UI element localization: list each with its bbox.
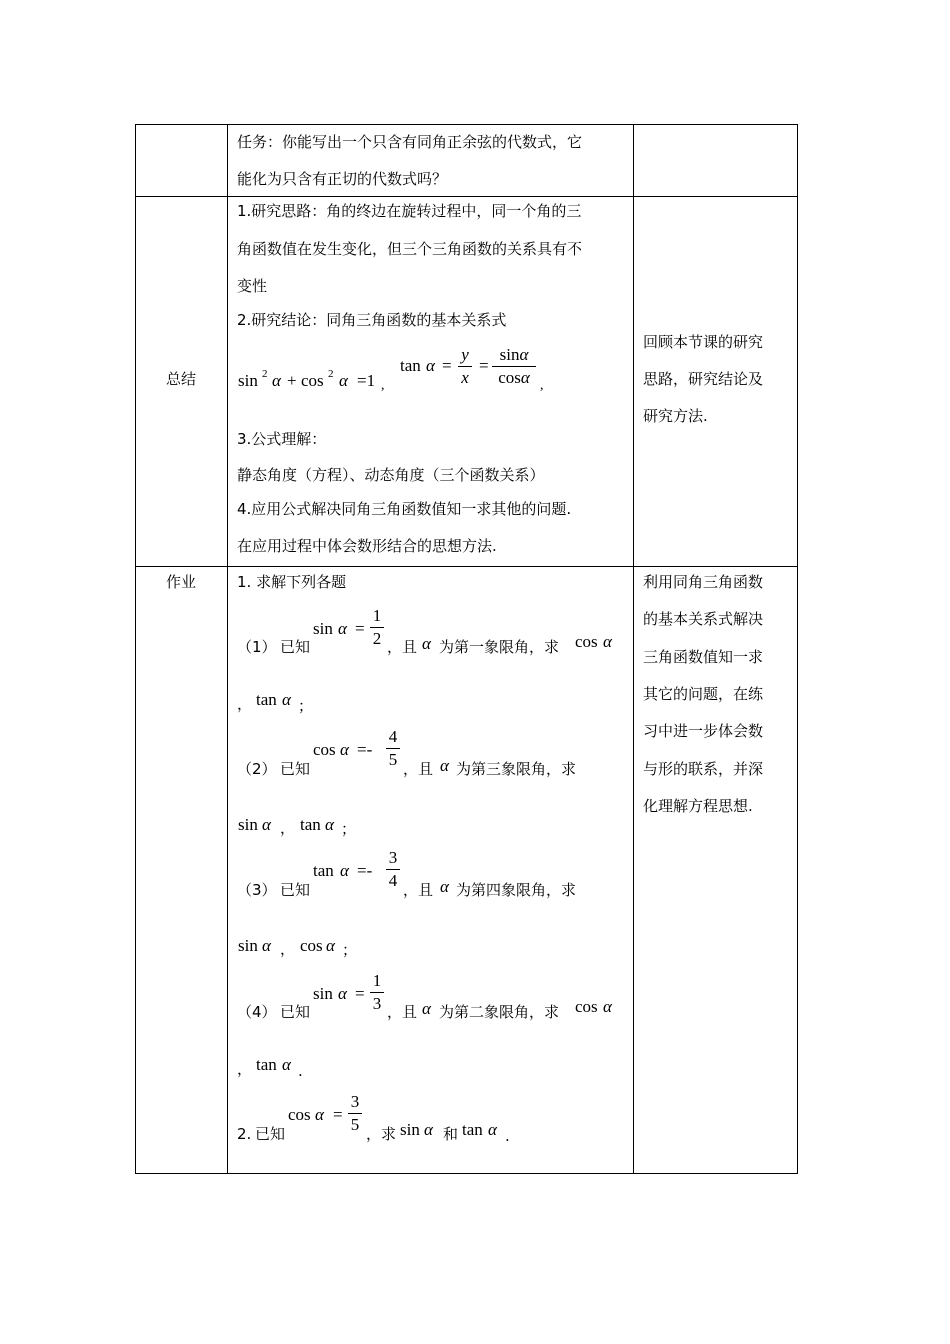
summary-point-2: 2.研究结论：同角三角函数的基本关系式 xyxy=(237,311,507,329)
row-divider-1 xyxy=(136,196,797,197)
summary-point-1-line-3: 变性 xyxy=(237,277,268,295)
summary-note-line-3: 研究方法. xyxy=(643,407,708,425)
task-line-2: 能化为只含有正切的代数式吗？ xyxy=(237,170,448,188)
homework-note-line-6: 与形的联系，并深 xyxy=(643,760,764,778)
homework-note-line-5: 习中进一步体会数 xyxy=(643,722,764,740)
summary-point-1-line-1: 1.研究思路：角的终边在旋转过程中，同一个角的三 xyxy=(237,202,582,220)
homework-note-line-2: 的基本关系式解决 xyxy=(643,610,764,628)
summary-point-1-line-2: 角函数值在发生变化，但三个三角函数的关系具有不 xyxy=(237,240,583,258)
homework-note-line-1: 利用同角三角函数 xyxy=(643,573,764,591)
summary-note-line-2: 思路，研究结论及 xyxy=(643,370,764,388)
summary-point-3-detail: 静态角度（方程）、动态角度（三个函数关系） xyxy=(237,466,545,484)
summary-point-3: 3.公式理解： xyxy=(237,430,327,448)
homework-label: 作业 xyxy=(166,573,197,591)
summary-point-4-line-2: 在应用过程中体会数形结合的思想方法. xyxy=(237,537,497,555)
homework-note-line-3: 三角函数值知一求 xyxy=(643,648,764,666)
homework-note-line-7: 化理解方程思想. xyxy=(643,797,753,815)
homework-title: 1. 求解下列各题 xyxy=(237,573,347,591)
homework-note-line-4: 其它的问题，在练 xyxy=(643,685,764,703)
summary-note-line-1: 回顾本节课的研究 xyxy=(643,333,764,351)
summary-label: 总结 xyxy=(166,370,197,388)
column-divider-2 xyxy=(633,125,634,1173)
column-divider-1 xyxy=(227,125,228,1173)
row-divider-2 xyxy=(136,566,797,567)
summary-point-4-line-1: 4.应用公式解决同角三角函数值知一求其他的问题. xyxy=(237,500,572,518)
task-line-1: 任务：你能写出一个只含有同角正余弦的代数式，它 xyxy=(237,133,583,151)
